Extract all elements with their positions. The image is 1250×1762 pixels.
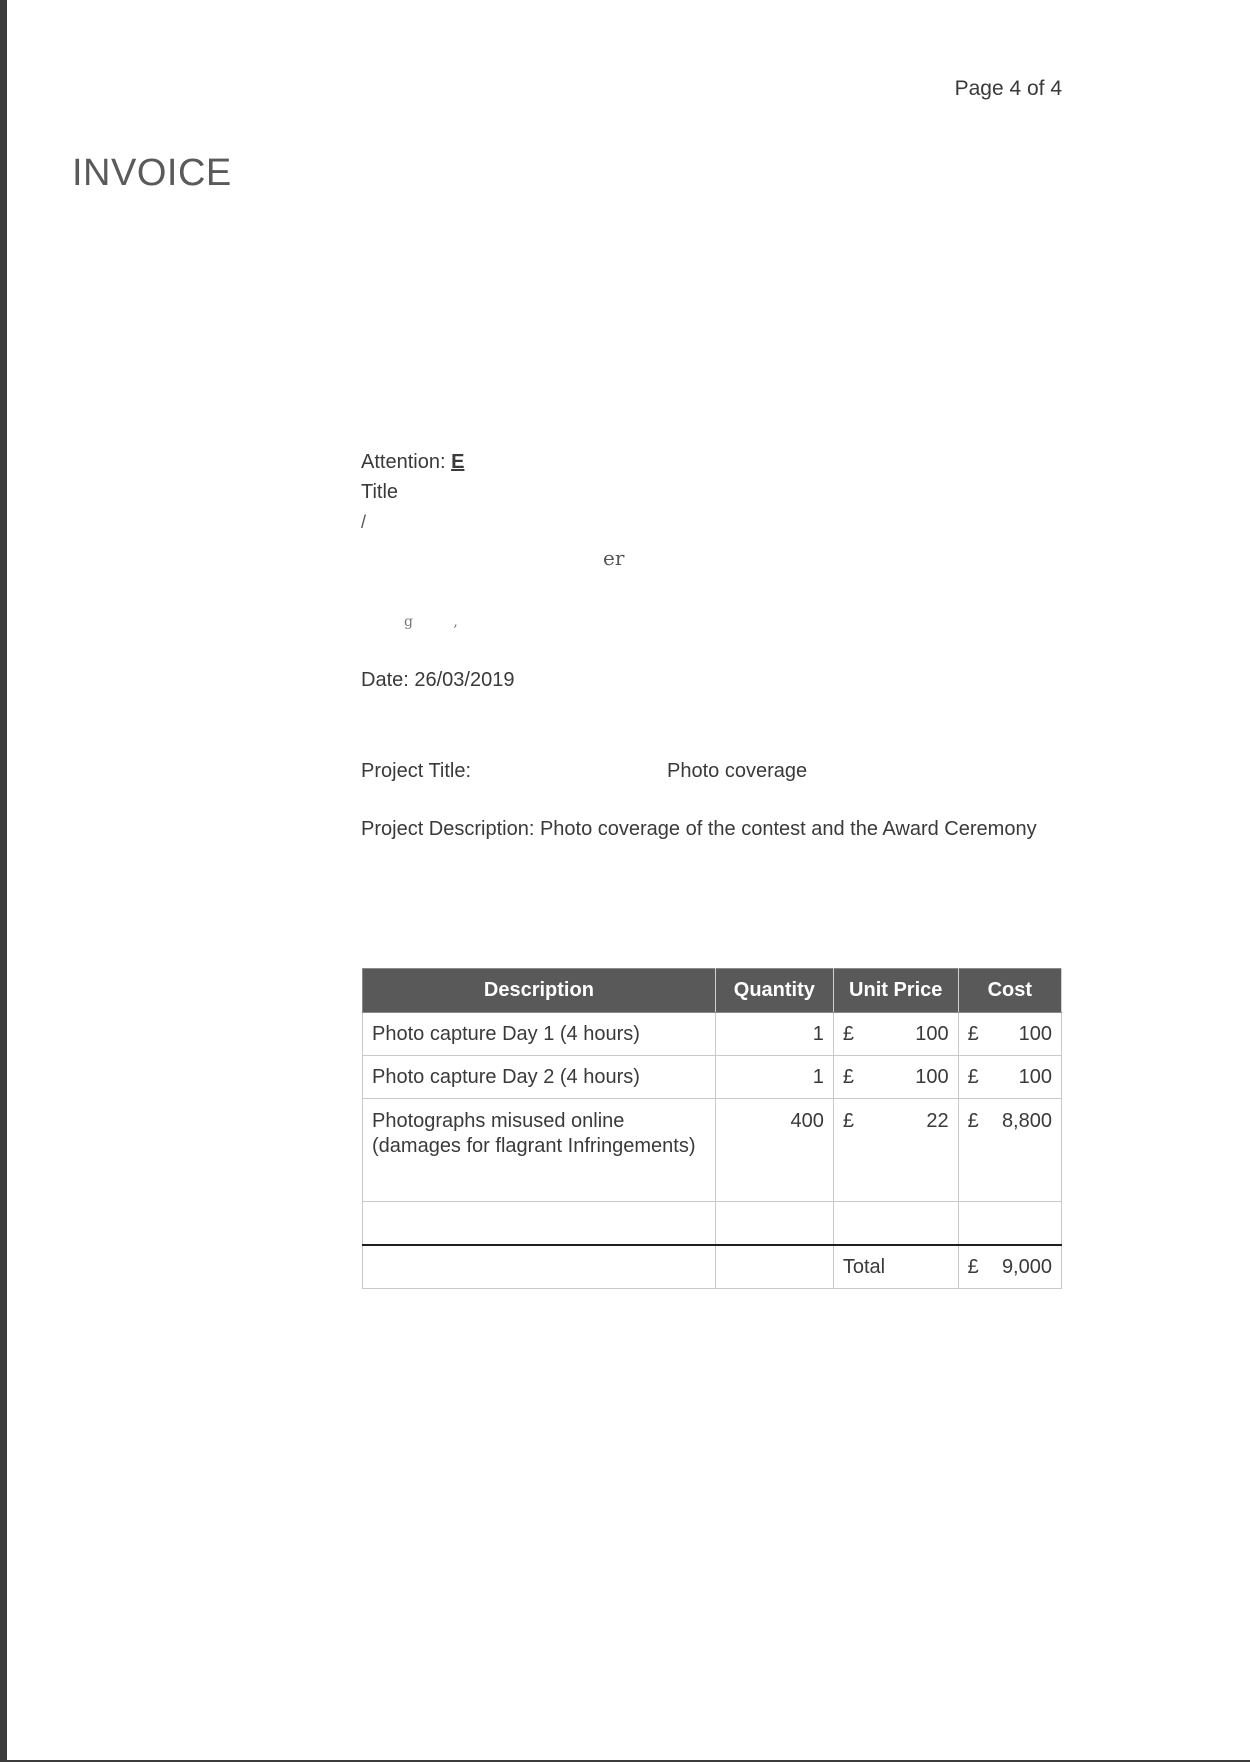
invoice-items-table: [362, 968, 1062, 1289]
header-quantity: Quantity: [715, 969, 833, 1013]
currency-symbol: £: [967, 1110, 979, 1132]
header-description: Description: [363, 969, 716, 1013]
currency-symbol: £: [967, 1022, 979, 1045]
currency-symbol: £: [842, 1065, 854, 1088]
row-description: Photo capture Day 1 (4 hours): [363, 1013, 716, 1056]
currency-symbol: £: [967, 1065, 979, 1088]
row-quantity: 400: [715, 1099, 833, 1202]
project-title-value: Photo coverage: [667, 760, 808, 782]
table-total-row: [363, 1245, 1062, 1289]
row-unit-price: [833, 1099, 958, 1202]
currency-symbol: £: [967, 1255, 979, 1278]
row-description: Photo capture Day 2 (4 hours): [363, 1056, 716, 1099]
project-title-label: Project Title:: [361, 760, 472, 782]
empty-cell: [363, 1245, 716, 1289]
total-amount: 9,000: [1001, 1255, 1052, 1278]
empty-cell: [715, 1245, 833, 1289]
redacted-fragment: er: [603, 546, 625, 570]
currency-symbol: £: [842, 1110, 854, 1132]
unit-price-value: 22: [926, 1110, 949, 1132]
table-row: [363, 1099, 1062, 1202]
empty-cell: [715, 1202, 833, 1246]
attention-line: [361, 451, 464, 474]
row-cost: [958, 1056, 1061, 1099]
empty-cell: [833, 1202, 958, 1246]
table-row: [363, 1056, 1062, 1099]
row-unit-price: [833, 1013, 958, 1056]
empty-cell: [958, 1202, 1061, 1246]
project-description: Project Description: Photo coverage of the contest and the Award Ceremony: [361, 818, 1037, 840]
row-unit-price: [833, 1056, 958, 1099]
row-cost: [958, 1099, 1061, 1202]
attention-label: Attention:: [361, 451, 446, 473]
row-cost: [958, 1013, 1061, 1056]
empty-cell: [363, 1202, 716, 1246]
viewer-frame-left: [0, 0, 7, 1762]
cost-value: 100: [1018, 1065, 1052, 1088]
cost-value: 100: [1018, 1022, 1052, 1045]
row-quantity: 1: [715, 1056, 833, 1099]
unit-price-value: 100: [915, 1065, 949, 1088]
total-cost: [958, 1245, 1061, 1289]
recipient-title: Title: [361, 481, 399, 503]
redacted-fragment: g ,: [404, 614, 476, 630]
row-description: Photographs misused online (damages for flagrant Infringements): [363, 1099, 716, 1202]
redacted-fragment: /: [361, 512, 367, 532]
unit-price-value: 100: [915, 1022, 949, 1045]
attention-name: E: [451, 451, 465, 473]
invoice-date: Date: 26/03/2019: [361, 669, 515, 691]
cost-value: 8,800: [1001, 1110, 1052, 1132]
header-unit-price: Unit Price: [833, 969, 958, 1013]
table-row: [363, 1013, 1062, 1056]
table-header-row: [363, 969, 1062, 1013]
currency-symbol: £: [842, 1022, 854, 1045]
table-row-empty: [363, 1202, 1062, 1246]
header-cost: Cost: [958, 969, 1061, 1013]
total-label: Total: [833, 1245, 958, 1289]
page-number: Page 4 of 4: [954, 77, 1062, 100]
row-quantity: 1: [715, 1013, 833, 1056]
document-title: INVOICE: [72, 152, 232, 194]
